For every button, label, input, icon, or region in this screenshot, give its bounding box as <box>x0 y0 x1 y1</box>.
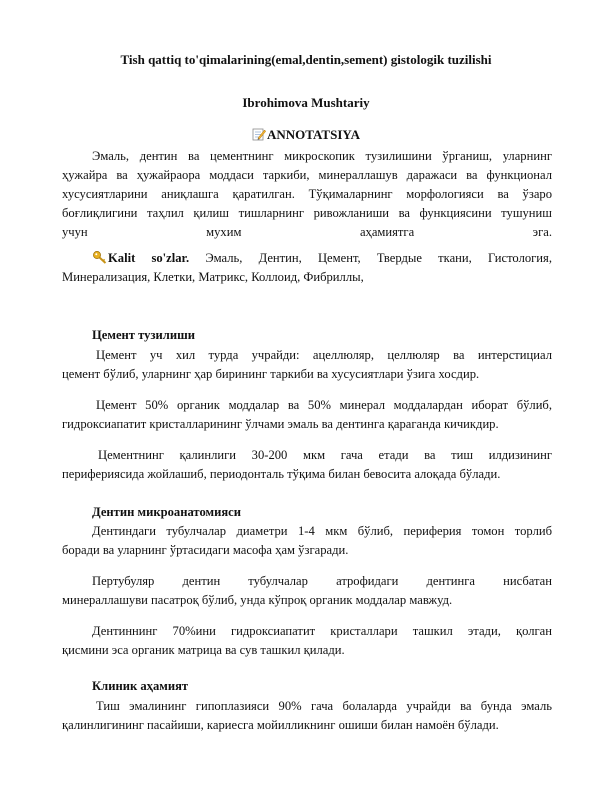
annotation-line-1: Эмаль, дентин ва цементнинг микроскопик тузилишини ўрганиш, уларнинг <box>92 149 552 163</box>
annotation-line-3: хусусиятларини аниқлашга қаратилган. Тўқималарнинг морфологияси ва ўзаро <box>62 187 552 201</box>
annotation-line-4: боғлиқлигини таҳлил қилиш тишларнинг ривожланиши ва функциясини тушуниш <box>62 206 552 220</box>
dentin-p3-line-1: Дентиннинг 70%ини гидроксиапатит кристаллари ташкил этади, қолган <box>92 624 552 638</box>
cement-p3-line-1: Цементнинг қалинлиги 30-200 мкм гача етади ва тиш илдизининг <box>98 448 552 462</box>
annotation-heading <box>60 127 552 143</box>
dentin-p3-line-2: қисмини эса органик матрица ва сув ташкил қилади. <box>62 643 345 657</box>
annotation-heading-text: ANNOTATSIYA <box>267 127 360 142</box>
keywords-line-2: Минерализация, Клетки, Матрикс, Коллоид, Фибриллы, <box>62 270 364 284</box>
dentin-p2-line-2: минераллашуви пасатроқ бўлиб, унда кўпроқ органик моддалар мавжуд. <box>62 593 453 607</box>
author-name: Ibrohimova Mushtariy <box>242 95 370 110</box>
section-heading-dentin: Дентин микроанатомияси <box>92 505 241 519</box>
clinical-p1-line-1: Тиш эмалининг гипоплазияси 90% гача болаларда учрайди ва бунда эмаль <box>96 699 552 713</box>
cement-p2-line-2: гидроксиапатит кристалларининг ўлчами эмаль ва дентинга қараганда кичикдир. <box>62 417 499 431</box>
cement-p3-line-2: периферияcида жойлашиб, периодонталь тўқима билан бевосита алоқада бўлади. <box>62 467 501 481</box>
cement-p1-line-1: Цемент уч хил турда учрайди: ацеллюляр, целлюляр ва интерстициал <box>96 348 552 362</box>
cement-p2-line-1: Цемент 50% органик моддалар ва 50% минерал моддалардан иборат бўлиб, <box>96 398 552 412</box>
section-heading-clinical: Клиник аҳамият <box>92 679 189 693</box>
section-heading-cement: Цемент тузилиши <box>92 328 195 342</box>
memo-pencil-icon <box>252 127 266 141</box>
cement-p1-line-2: цемент бўлиб, уларнинг ҳар бирининг таркиби ва хусусиятлари ўзига хосдир. <box>62 367 480 381</box>
document-title: Tish qattiq to'qimalarining(emal,dentin,sement) gistologik tuzilishi <box>120 52 492 67</box>
keywords-label: Kalit so'zlar. <box>108 251 190 265</box>
keywords-text-1: Эмаль, Дентин, Цемент, Твердые ткани, Гистология, <box>189 251 552 265</box>
keywords-line-1 <box>62 249 552 268</box>
annotation-line-2: ҳужайра ва ҳужайраора моддаси таркиби, минераллашув даражаси ва функционал <box>62 168 552 182</box>
clinical-p1-line-2: қалинлигининг пасайиши, кариесга мойилликнинг ошиши билан намоён бўлади. <box>62 718 499 732</box>
dentin-p1-line-2: боради ва уларнинг ўртасидаги масофа ҳам ўзгаради. <box>62 543 349 557</box>
annotation-line-5: учун мухим аҳамиятга эга. <box>62 225 552 239</box>
dentin-p2-line-1: Пертубуляр дентин тубулчалар атрофидаги дентинга нисбатан <box>92 574 552 588</box>
key-icon <box>92 250 108 264</box>
dentin-p1-line-1: Дентиндаги тубулчалар диаметри 1-4 мкм бўлиб, периферия томон торлиб <box>92 524 552 538</box>
